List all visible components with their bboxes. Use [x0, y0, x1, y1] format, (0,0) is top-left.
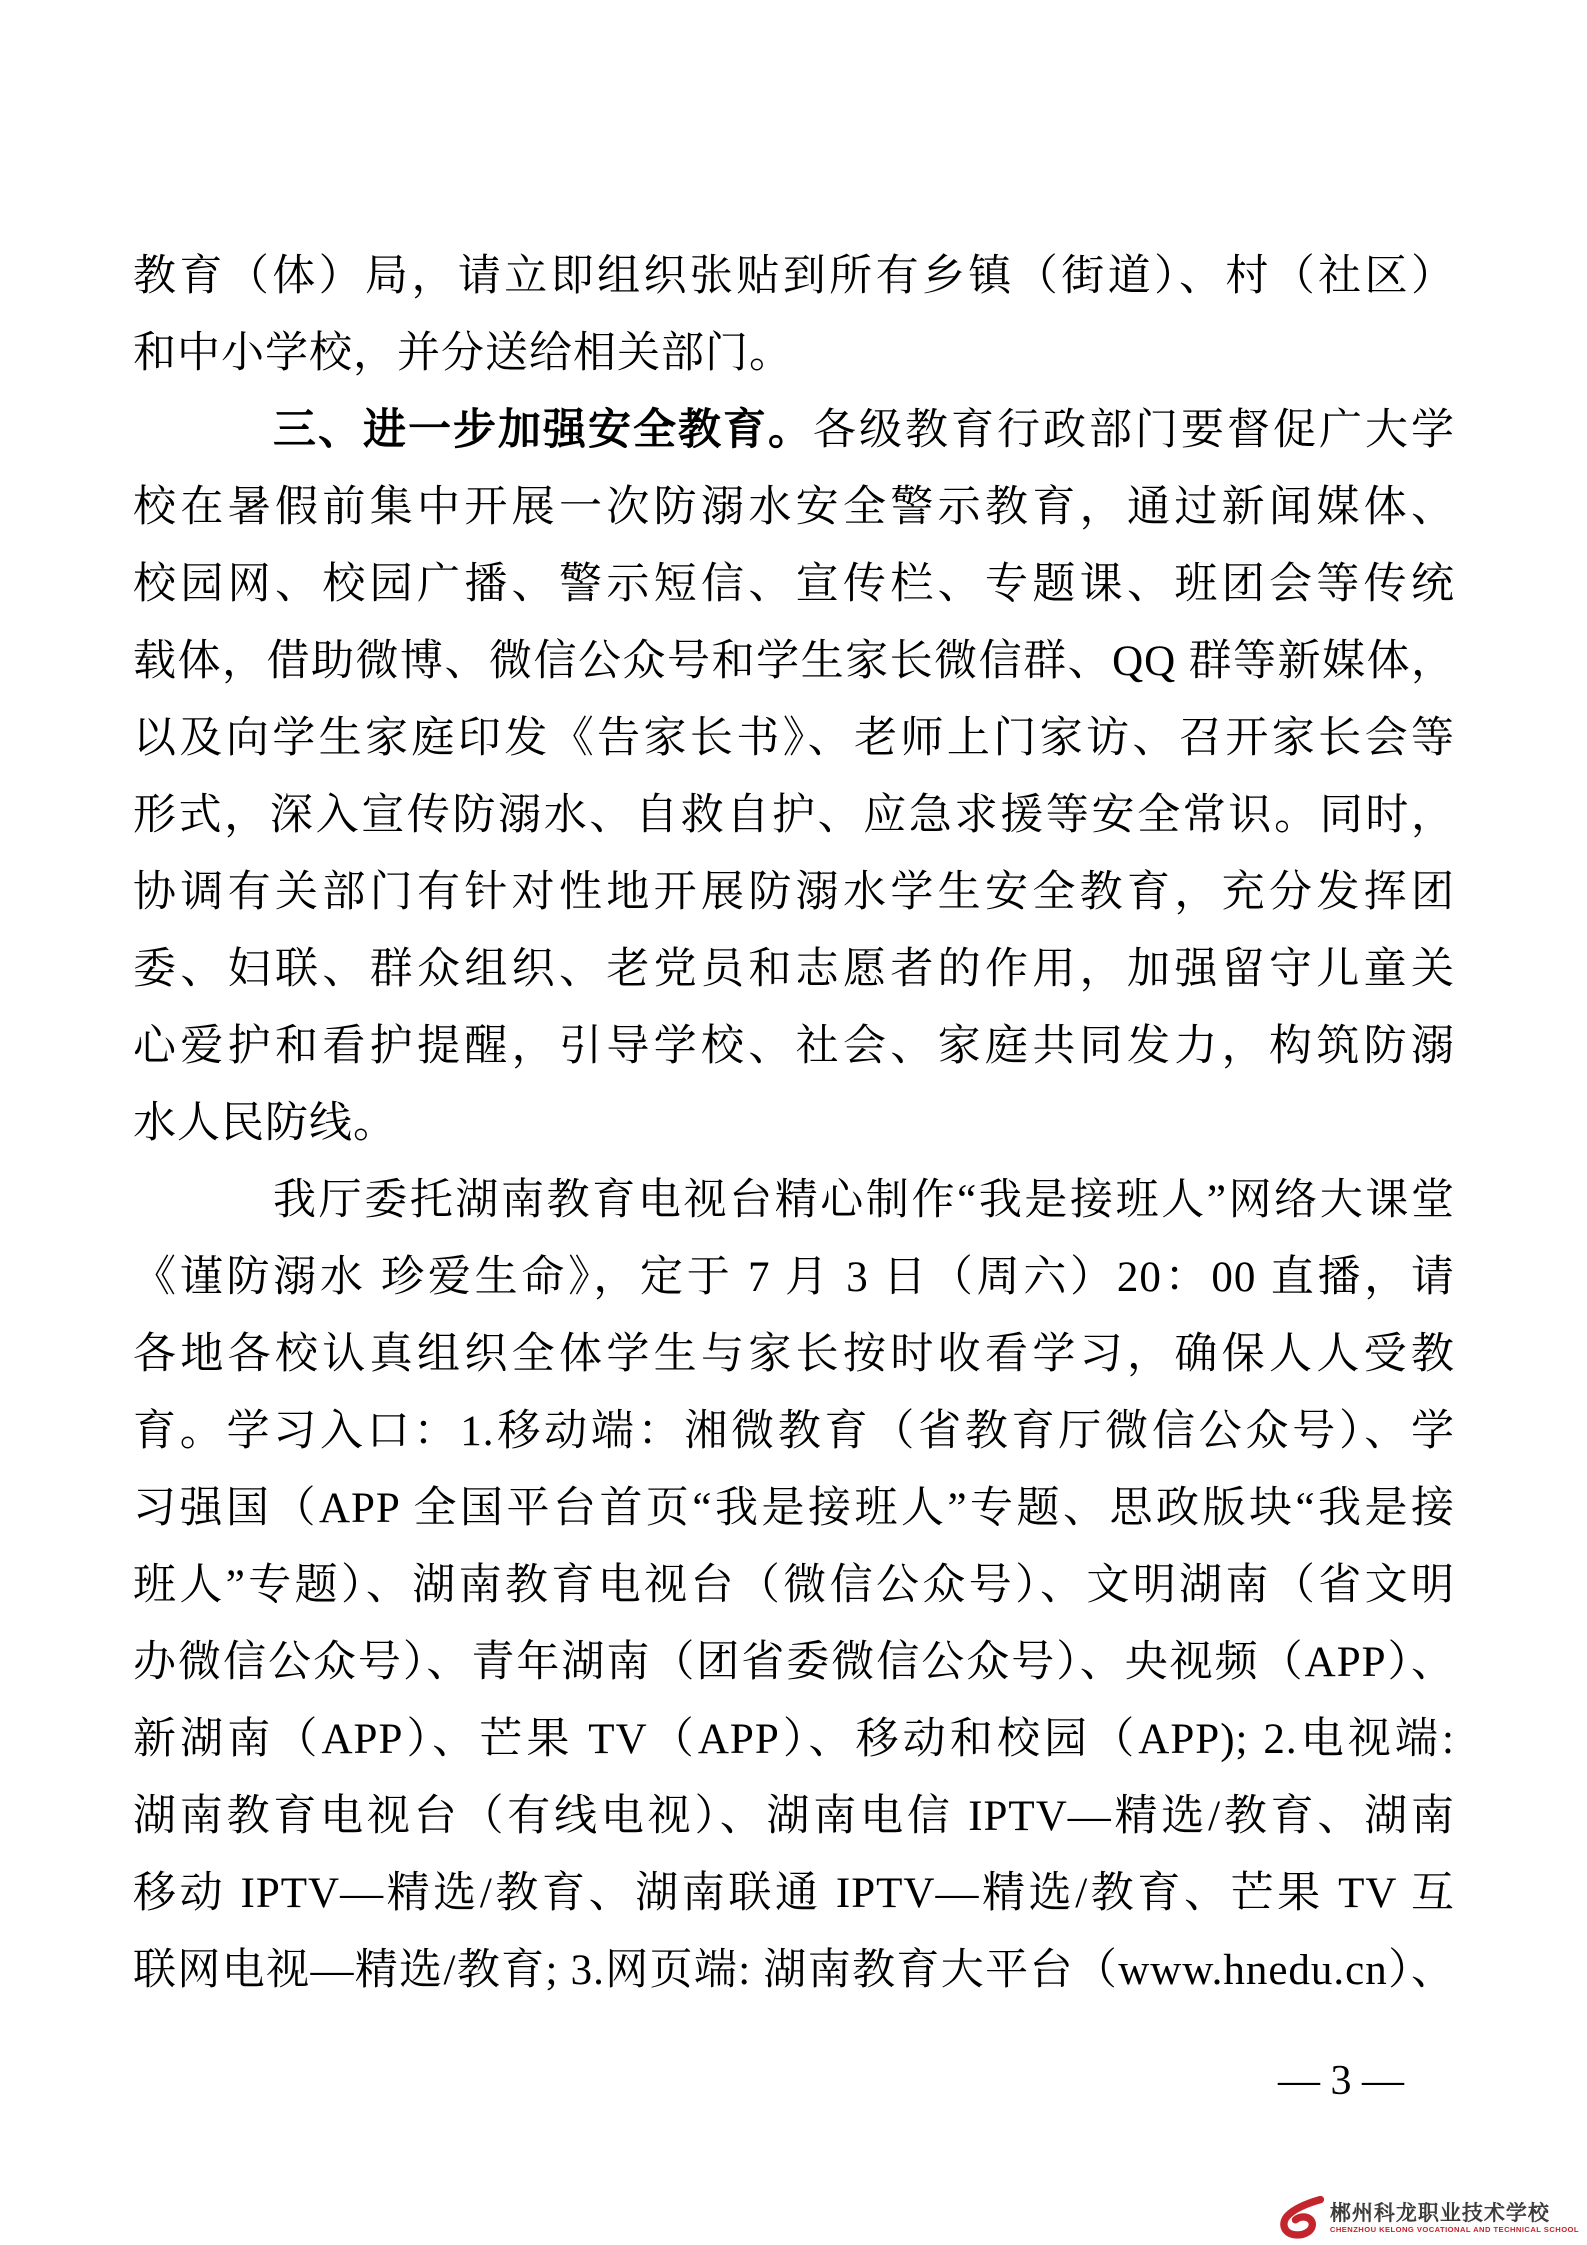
- school-logo-text: [1330, 2202, 1579, 2235]
- logo-swoosh-icon: [1277, 2195, 1325, 2241]
- text-line: 和中小学校，并分送给相关部门。: [133, 330, 793, 377]
- text-line: 以及向学生家庭印发《告家长书》、老师上门家访、召开家长会等: [133, 715, 1455, 762]
- text-line: 协调有关部门有针对性地开展防溺水学生安全教育，充分发挥团: [133, 869, 1455, 916]
- text-line: 各地各校认真组织全体学生与家长按时收看学习，确保人人受教: [133, 1331, 1455, 1378]
- text-line: 心爱护和看护提醒，引导学校、社会、家庭共同发力，构筑防溺: [133, 1023, 1455, 1070]
- page-number: — 3 —: [1278, 2058, 1404, 2104]
- text-line: 联网电视—精选/教育; 3.网页端: 湖南教育大平台（www.hnedu.cn）、: [133, 1947, 1455, 1994]
- text-line: 湖南教育电视台（有线电视）、湖南电信 IPTV—精选/教育、湖南: [133, 1793, 1455, 1840]
- text-line: 《谨防溺水 珍爱生命》，定于 7 月 3 日（周六）20：00 直播，请: [133, 1254, 1455, 1301]
- text-line: 办微信公众号）、青年湖南（团省委微信公众号）、央视频（APP）、: [133, 1639, 1455, 1686]
- text-line: 委、妇联、群众组织、老党员和志愿者的作用，加强留守儿童关: [133, 946, 1455, 993]
- text-line: 我厅委托湖南教育电视台精心制作“我是接班人”网络大课堂: [273, 1177, 1455, 1224]
- school-name-english: CHENZHOU KELONG VOCATIONAL AND TECHNICAL SCHOOL: [1329, 2224, 1579, 2234]
- text-line: 形式，深入宣传防溺水、自救自护、应急求援等安全常识。同时，: [133, 792, 1455, 839]
- school-name-chinese: 郴州科龙职业技术学校: [1329, 2201, 1550, 2225]
- section-heading: 三、进一步加强安全教育。: [273, 406, 813, 454]
- text-line: 移动 IPTV—精选/教育、湖南联通 IPTV—精选/教育、芒果 TV 互: [133, 1870, 1455, 1917]
- text-line: 新湖南（APP）、芒果 TV（APP）、移动和校园（APP); 2.电视端:: [133, 1716, 1455, 1763]
- text-line: 教育（体）局，请立即组织张贴到所有乡镇（街道）、村（社区）: [133, 253, 1455, 300]
- text-line: [133, 392, 1455, 469]
- text-line: 校园网、校园广播、警示短信、宣传栏、专题课、班团会等传统: [133, 561, 1455, 608]
- text-line: 校在暑假前集中开展一次防溺水安全警示教育，通过新闻媒体、: [133, 484, 1455, 531]
- school-logo: [1277, 2195, 1579, 2241]
- document-body: [133, 238, 1455, 2009]
- text-line: 载体，借助微博、微信公众号和学生家长微信群、QQ 群等新媒体，: [133, 638, 1455, 685]
- text-line: 习强国（APP 全国平台首页“我是接班人”专题、思政版块“我是接: [133, 1485, 1455, 1532]
- text-span: 各级教育行政部门要督促广大学: [813, 407, 1455, 454]
- text-line: 班人”专题）、湖南教育电视台（微信公众号）、文明湖南（省文明: [133, 1562, 1455, 1609]
- text-line: 育。学习入口：1.移动端：湘微教育（省教育厅微信公众号）、学: [133, 1408, 1455, 1455]
- text-line: 水人民防线。: [133, 1100, 397, 1147]
